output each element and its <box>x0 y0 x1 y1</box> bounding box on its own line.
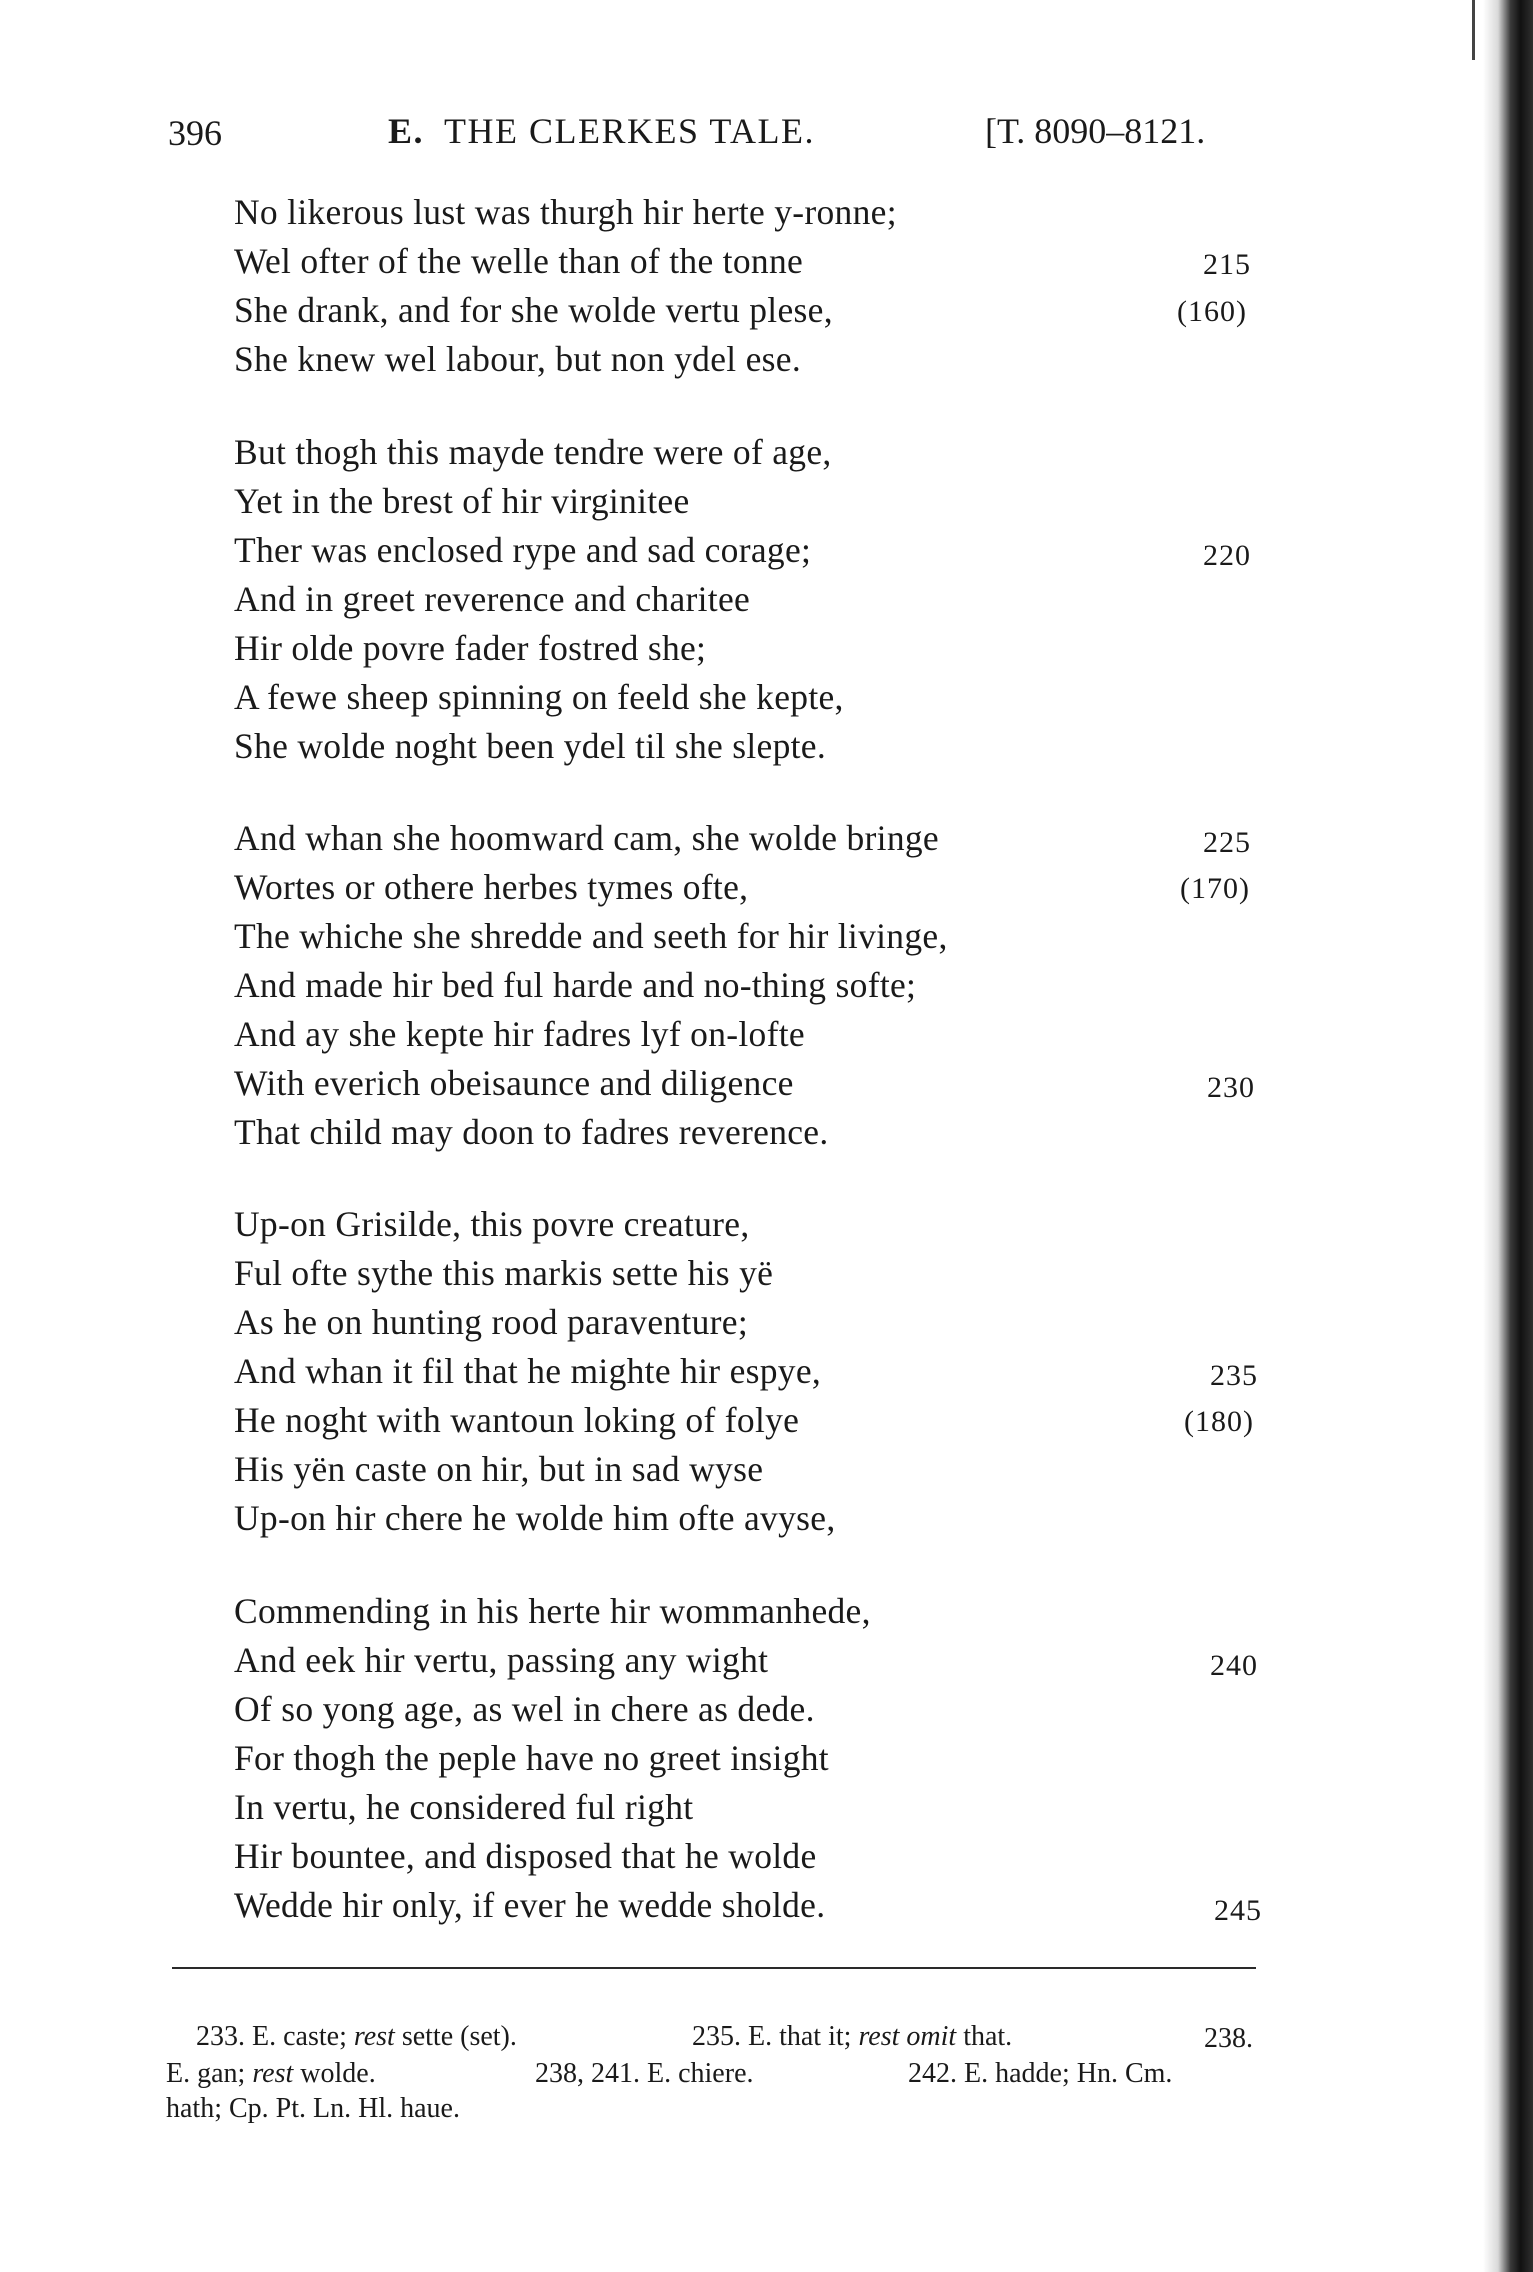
line-number: 220 <box>1203 539 1251 572</box>
poem-line: Up-on Grisilde, this povre creature, <box>234 1204 750 1244</box>
poem-line: Hir olde povre fader fostred she; <box>234 628 707 668</box>
poem-line: Hir bountee, and disposed that he wolde <box>234 1836 817 1876</box>
footnote <box>535 2057 754 2091</box>
poem-line: Commending in his herte hir wommanhede, <box>234 1591 871 1631</box>
footnote-rule <box>172 1967 1256 1969</box>
footnote-text: that. <box>963 2021 1013 2052</box>
page-edge-shadow <box>1483 0 1533 2272</box>
poem-line: And ay she kepte hir fadres lyf on-lofte <box>234 1014 805 1054</box>
poem-line: She drank, and for she wolde vertu plese, <box>234 290 833 330</box>
poem-line: With everich obeisaunce and diligence <box>234 1063 794 1103</box>
line-number: 225 <box>1203 826 1251 859</box>
footnote-number: 235. <box>692 2021 741 2052</box>
footnote <box>692 2020 1012 2054</box>
line-number: 235 <box>1210 1359 1258 1392</box>
poem-line: But thogh this mayde tendre were of age, <box>234 432 832 472</box>
footnote <box>1204 2022 1253 2056</box>
footnote-number: 233. <box>196 2021 245 2052</box>
page-number: 396 <box>168 113 222 153</box>
line-reference: [T. 8090–8121. <box>985 111 1206 151</box>
poem-line: The whiche she shredde and seeth for hir livinge, <box>234 916 948 956</box>
footnote-text: rest omit <box>858 2021 957 2052</box>
poem-line: Up-on hir chere he wolde him ofte avyse, <box>234 1498 836 1538</box>
poem-line: Ful ofte sythe this markis sette his yë <box>234 1253 774 1293</box>
poem-line: And whan it fil that he mighte hir espye, <box>234 1351 822 1391</box>
line-number: (180) <box>1184 1405 1254 1438</box>
poem-line: That child may doon to fadres reverence. <box>234 1112 829 1152</box>
poem-line: He noght with wantoun loking of folye <box>234 1400 800 1440</box>
footnote-number: 242. <box>908 2058 957 2089</box>
scan-edge-mark <box>1472 0 1475 60</box>
poem-line: For thogh the peple have no greet insight <box>234 1738 829 1778</box>
poem-line: Wortes or othere herbes tymes ofte, <box>234 867 749 907</box>
poem-line: A fewe sheep spinning on feeld she kepte, <box>234 677 844 717</box>
line-number: (170) <box>1180 872 1250 905</box>
line-number: 240 <box>1210 1649 1258 1682</box>
poem-line: Wedde hir only, if ever he wedde sholde. <box>234 1885 826 1925</box>
poem-line: She knew wel labour, but non ydel ese. <box>234 339 802 379</box>
footnote <box>196 2020 517 2054</box>
footnote <box>166 2057 376 2091</box>
poem-line: No likerous lust was thurgh hir herte y-ronne; <box>234 192 897 232</box>
footnote-text: E. that it; <box>748 2021 852 2052</box>
footnote <box>166 2092 460 2126</box>
poem-line: And whan she hoomward cam, she wolde bringe <box>234 818 939 858</box>
poem-line: Of so yong age, as wel in chere as dede. <box>234 1689 815 1729</box>
footnote-text: E. caste; <box>252 2021 347 2052</box>
footnote-text: E. chiere. <box>647 2058 754 2089</box>
footnote-number: 238. <box>1204 2023 1253 2054</box>
footnote-text: E. hadde; Hn. Cm. <box>964 2058 1173 2089</box>
poem-line: His yën caste on hir, but in sad wyse <box>234 1449 764 1489</box>
line-number: 215 <box>1203 248 1251 281</box>
section-letter: E. <box>388 111 425 151</box>
chapter-title: THE CLERKES TALE. <box>444 111 815 151</box>
poem-line: Yet in the brest of hir virginitee <box>234 481 690 521</box>
poem-line: And made hir bed ful harde and no-thing softe; <box>234 965 917 1005</box>
poem-line: She wolde noght been ydel til she slepte. <box>234 726 827 766</box>
poem-line: Wel ofter of the welle than of the tonne <box>234 241 804 281</box>
poem-line: Ther was enclosed rype and sad corage; <box>234 530 812 570</box>
poem-line: And eek hir vertu, passing any wight <box>234 1640 769 1680</box>
footnote-text: rest <box>353 2021 395 2052</box>
footnote-text: sette (set). <box>401 2021 517 2052</box>
footnote-text: wolde. <box>300 2058 376 2089</box>
line-number: (160) <box>1177 295 1247 328</box>
poem-line: In vertu, he considered ful right <box>234 1787 694 1827</box>
footnote-text: E. gan; <box>166 2058 246 2089</box>
footnote <box>908 2057 1172 2091</box>
footnote-text: rest <box>252 2058 294 2089</box>
footnote-number: 238, 241. <box>535 2058 640 2089</box>
poem-line: As he on hunting rood paraventure; <box>234 1302 748 1342</box>
footnote-text: hath; Cp. Pt. Ln. Hl. haue. <box>166 2093 460 2124</box>
line-number: 230 <box>1207 1071 1255 1104</box>
line-number: 245 <box>1214 1894 1262 1927</box>
poem-line: And in greet reverence and charitee <box>234 579 751 619</box>
running-head <box>388 110 815 152</box>
